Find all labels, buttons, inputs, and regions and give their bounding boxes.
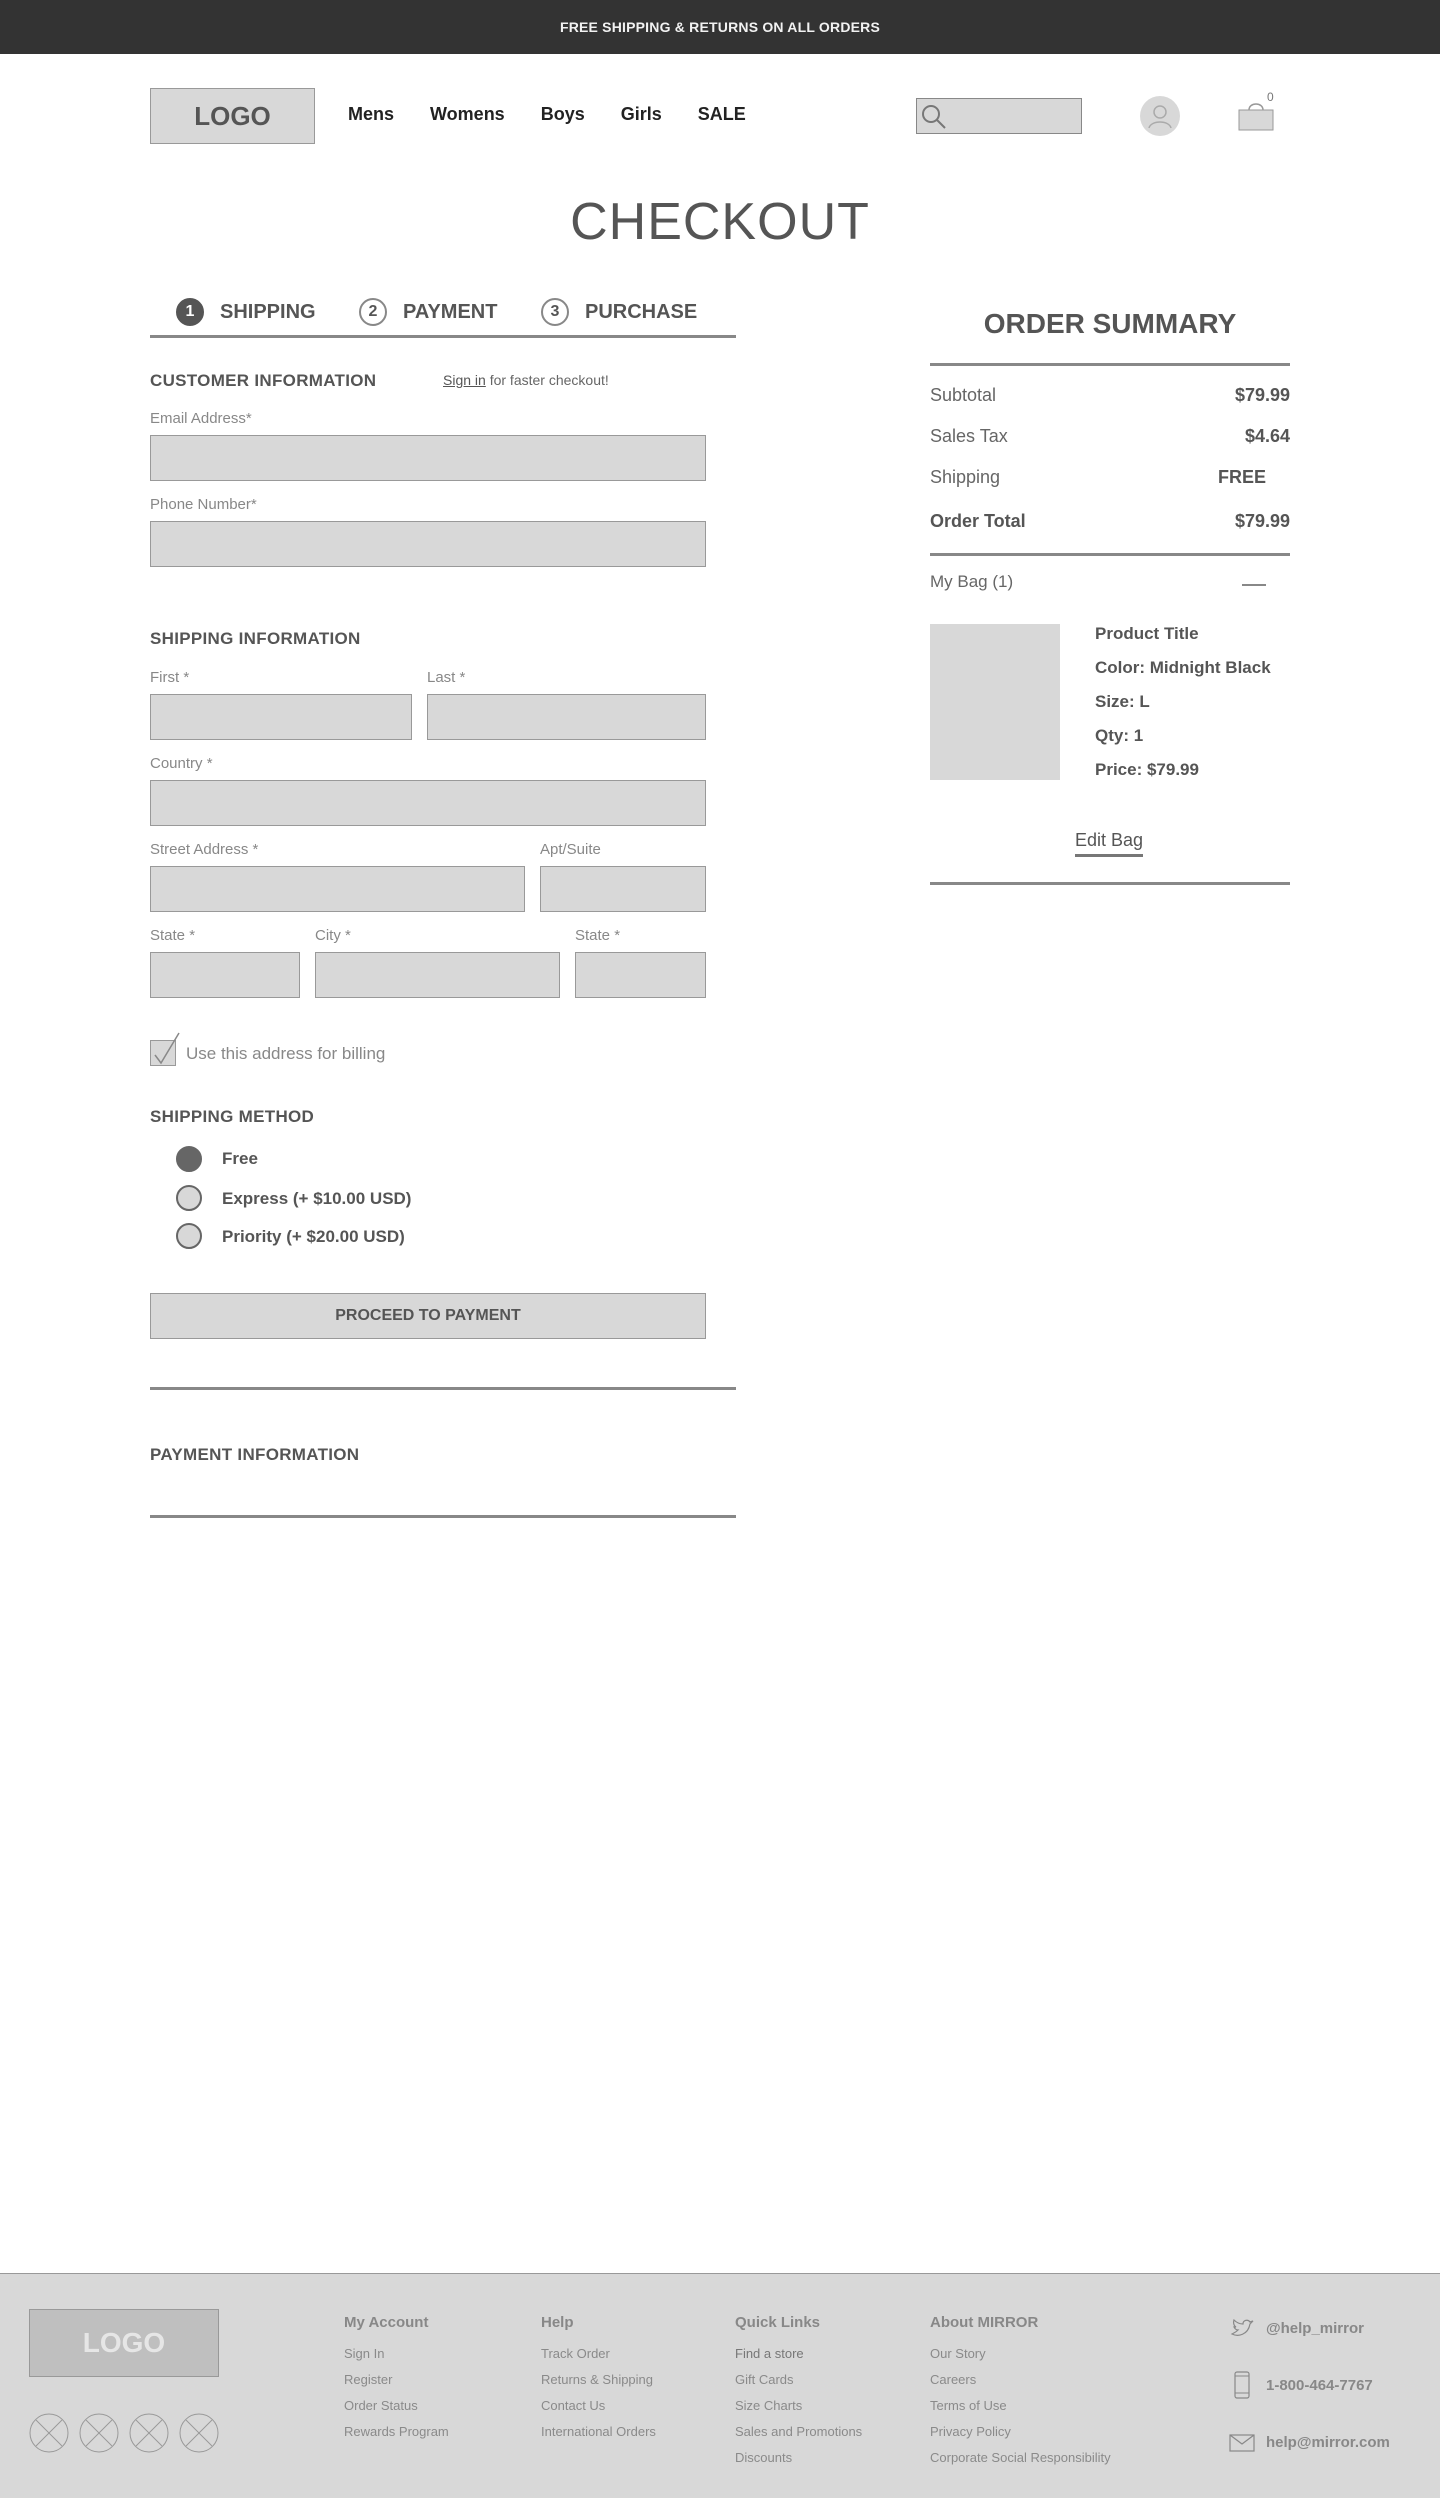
email-address[interactable]: help@mirror.com [1266,2434,1390,2451]
step-label: PAYMENT [403,300,498,323]
subtotal-value: $79.99 [1234,385,1290,405]
product-qty: Qty: 1 [1095,726,1144,745]
product-title: Product Title [1095,624,1199,643]
checkout-steps [150,296,736,338]
shipping-method-heading: SHIPPING METHOD [150,1107,315,1126]
divider [930,882,1290,885]
nav-womens[interactable]: Womens [430,104,505,124]
street-label: Street Address * [150,841,259,858]
twitter-icon[interactable] [1230,2319,1254,2339]
apt-field[interactable] [540,866,706,912]
first-name-label: First * [150,669,190,686]
step-number: 2 [359,298,387,326]
footer-link[interactable]: Size Charts [735,2398,803,2413]
footer-col-help [541,2314,656,2439]
search-icon [920,103,948,131]
last-name-field[interactable] [427,694,706,740]
last-name-label: Last * [427,669,466,686]
radio-express[interactable] [176,1185,202,1211]
product-size: Size: L [1095,692,1150,711]
footer-col-heading: My Account [344,2314,429,2331]
phone-icon[interactable] [1234,2371,1250,2399]
payment-info-heading: PAYMENT INFORMATION [150,1445,360,1464]
city-label: City * [315,927,351,944]
product-image [930,624,1060,780]
sales-tax-row [930,426,1290,447]
social-icon[interactable] [129,2413,169,2453]
step-shipping[interactable] [176,298,316,326]
street-field[interactable] [150,866,525,912]
divider [930,363,1290,366]
shipping-label: Shipping [930,467,1001,487]
state2-field[interactable] [575,952,706,998]
search-input[interactable] [916,98,1082,134]
footer-link[interactable]: Corporate Social Responsibility [930,2450,1111,2465]
signin-note [443,372,609,388]
step-label: PURCHASE [585,300,698,323]
radio-priority[interactable] [176,1223,202,1249]
state-field[interactable] [150,952,300,998]
radio-express-label: Express (+ $10.00 USD) [222,1189,412,1208]
email-label: Email Address* [150,410,252,427]
first-name-field[interactable] [150,694,412,740]
email-field[interactable] [150,435,706,481]
footer-col-about [930,2314,1111,2465]
footer-link[interactable]: Find a store [735,2346,804,2361]
page-title: CHECKOUT [570,193,870,251]
social-icon[interactable] [79,2413,119,2453]
footer-logo[interactable]: LOGO [29,2309,219,2377]
account-icon[interactable] [1140,96,1180,136]
site-logo[interactable]: LOGO [150,88,315,144]
social-icon[interactable] [29,2413,69,2453]
footer-link[interactable]: Careers [930,2372,977,2387]
social-icon[interactable] [179,2413,219,2453]
apt-label: Apt/Suite [540,841,601,858]
edit-bag-link[interactable]: Edit Bag [1075,830,1143,857]
phone-number[interactable]: 1-800-464-7767 [1266,2377,1373,2394]
radio-priority-label: Priority (+ $20.00 USD) [222,1227,405,1246]
subtotal-row [930,385,1290,406]
country-label: Country * [150,755,213,772]
footer-col-quick-links [735,2314,862,2465]
shipping-value: FREE [1217,467,1266,487]
product-color: Color: Midnight Black [1095,658,1271,677]
shipping-info-heading: SHIPPING INFORMATION [150,629,361,648]
twitter-handle[interactable]: @help_mirror [1266,2320,1364,2337]
footer-link[interactable]: Privacy Policy [930,2424,1011,2439]
radio-free-label: Free [222,1149,258,1168]
nav-sale[interactable]: SALE [697,104,746,124]
divider [150,1387,736,1390]
footer-col-heading: Help [541,2314,574,2331]
order-total-label: Order Total [930,511,1026,531]
footer-col-heading: About MIRROR [930,2314,1039,2331]
footer-link[interactable]: Register [344,2372,393,2387]
step-number: 1 [176,298,204,326]
check-icon [151,1031,181,1065]
my-bag-label: My Bag (1) [930,572,1014,591]
sales-tax-value: $4.64 [1244,426,1290,446]
proceed-to-payment-button[interactable]: PROCEED TO PAYMENT [150,1293,706,1339]
subtotal-label: Subtotal [930,385,997,405]
collapse-icon[interactable] [1242,584,1266,586]
order-total-value: $79.99 [1234,511,1290,531]
city-field[interactable] [315,952,560,998]
footer-link[interactable]: Our Story [930,2346,986,2361]
sales-tax-label: Sales Tax [930,426,1008,446]
nav-girls[interactable]: Girls [620,104,662,124]
nav-boys[interactable]: Boys [540,104,585,124]
divider [930,553,1290,556]
country-field[interactable] [150,780,706,826]
billing-checkbox-label: Use this address for billing [186,1044,386,1063]
site-footer [0,2273,1440,2498]
step-purchase[interactable] [541,298,697,326]
cart-count-badge: 0 [1267,90,1274,104]
product-price: Price: $79.99 [1095,760,1199,779]
footer-link[interactable]: Returns & Shipping [541,2372,654,2387]
customer-info-heading: CUSTOMER INFORMATION [150,371,377,390]
footer-link[interactable]: Gift Cards [735,2372,794,2387]
footer-link[interactable]: International Orders [541,2424,656,2439]
state-label: State * [150,927,196,944]
main-nav [348,104,782,125]
phone-field[interactable] [150,521,706,567]
signin-note-text: for faster checkout! [485,372,609,388]
divider [150,1515,736,1518]
email-icon[interactable] [1229,2434,1255,2452]
footer-link[interactable]: Discounts [735,2450,793,2465]
phone-label: Phone Number* [150,496,257,513]
footer-link[interactable]: Order Status [344,2398,418,2413]
footer-col-heading: Quick Links [735,2314,821,2331]
nav-mens[interactable]: Mens [348,104,395,124]
footer-link[interactable]: Sales and Promotions [735,2424,863,2439]
footer-link[interactable]: Track Order [541,2346,610,2361]
state2-label: State * [575,927,621,944]
order-summary-title: ORDER SUMMARY [983,308,1237,339]
footer-link[interactable]: Sign In [344,2346,385,2361]
footer-link[interactable]: Contact Us [541,2398,606,2413]
promo-banner: FREE SHIPPING & RETURNS ON ALL ORDERS [0,0,1440,54]
step-number: 3 [541,298,569,326]
step-payment[interactable] [359,298,497,326]
radio-free[interactable] [176,1146,202,1172]
footer-link[interactable]: Rewards Program [344,2424,449,2439]
signin-link[interactable]: Sign in [443,372,486,388]
billing-checkbox[interactable] [150,1040,176,1066]
shipping-row [930,467,1290,488]
step-label: SHIPPING [220,300,316,323]
footer-col-my-account [344,2314,449,2439]
order-total-row [930,511,1290,532]
footer-link[interactable]: Terms of Use [930,2398,1007,2413]
